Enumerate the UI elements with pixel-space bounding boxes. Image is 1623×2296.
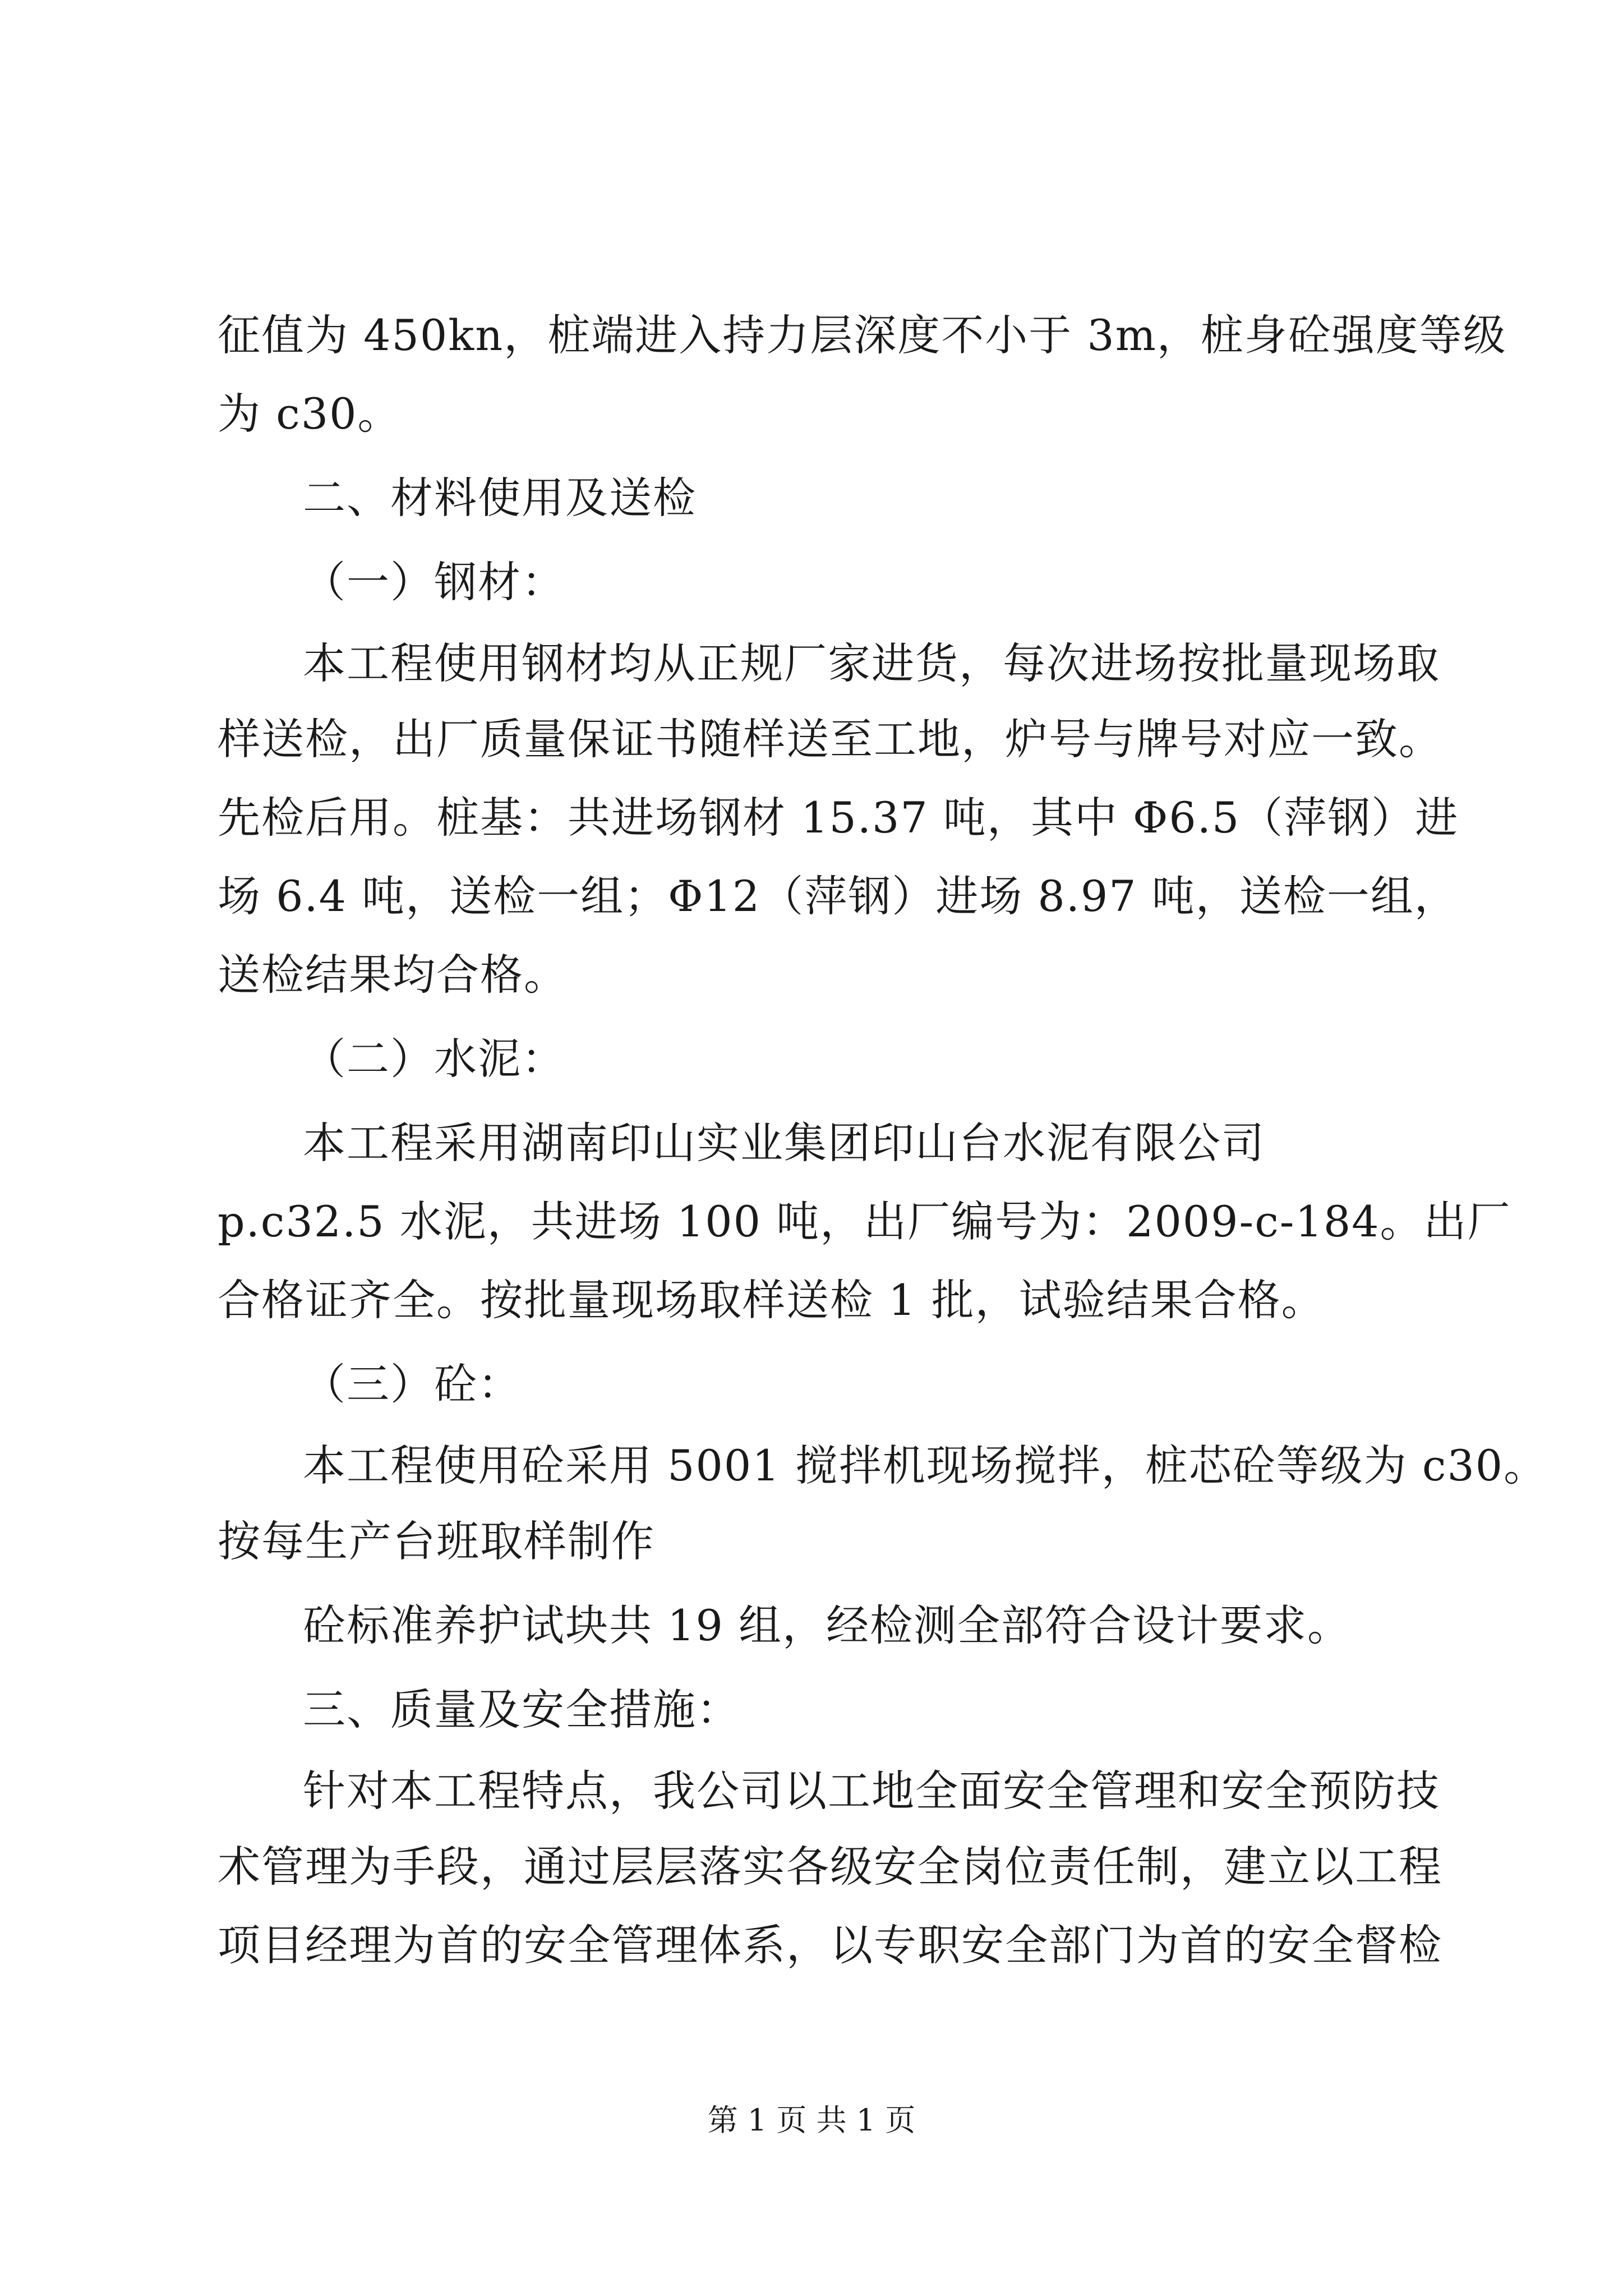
text-line: 送检结果均合格。 [218,950,568,1000]
text-line: 合格证齐全。按批量现场取样送检 1 批，试验结果合格。 [218,1275,1325,1325]
page-footer: 第 1 页 共 1 页 [707,2102,916,2138]
subsection-heading: （三）砼： [303,1359,522,1409]
text-line: 术管理为手段，通过层层落实各级安全岗位责任制，建立以工程 [218,1842,1442,1892]
text-line: 样送检，出厂质量保证书随样送至工地，炉号与牌号对应一致。 [218,714,1442,764]
section-heading: 三、质量及安全措施： [303,1685,740,1734]
section-heading: 二、材料使用及送检 [303,473,697,523]
text-line: 本工程使用砼采用 5001 搅拌机现场搅拌，桩芯砼等级为 c30。 [303,1441,1548,1490]
text-line: 砼标准养护试块共 19 组，经检测全部符合设计要求。 [303,1600,1352,1650]
subsection-heading: （二）水泥： [303,1034,565,1084]
text-line: 本工程使用钢材均从正规厂家进货，每次进场按批量现场取 [303,638,1440,688]
text-line: 为 c30。 [218,389,402,439]
text-line: p.c32.5 水泥，共进场 100 吨，出厂编号为：2009-c-184。出厂 [218,1197,1511,1246]
subsection-heading: （一）钢材： [303,557,565,607]
text-line: 本工程采用湖南印山实业集团印山台水泥有限公司 [303,1118,1265,1168]
text-line: 针对本工程特点，我公司以工地全面安全管理和安全预防技 [303,1766,1440,1816]
text-line: 先检后用。桩基：共进场钢材 15.37 吨，其中 Φ6.5（萍钢）进 [218,793,1459,843]
text-line: 场 6.4 吨，送检一组；Φ12（萍钢）进场 8.97 吨，送检一组， [218,871,1458,921]
text-line: 征值为 450kn，桩端进入持力层深度不小于 3m，桩身砼强度等级 [218,310,1507,360]
text-line: 项目经理为首的安全管理体系，以专职安全部门为首的安全督检 [218,1920,1442,1970]
text-line: 按每生产台班取样制作 [218,1516,655,1566]
